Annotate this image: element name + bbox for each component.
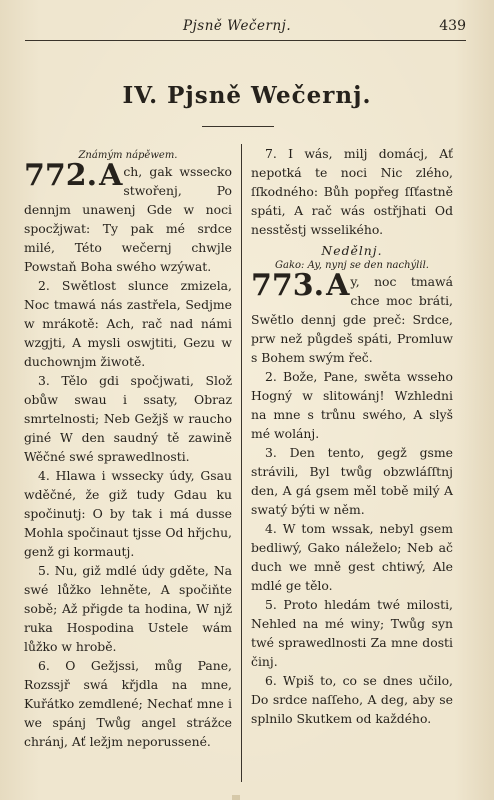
hymn-772-verse-6: 6. O Gežjssi, můg Pane, Rozssjř swá křjdla na mne, Kuřátko zemdlené; Nechať mne i we spánj Twůg angel strážce chránj, Ať ležjm neporussené. [24,658,232,749]
header-rule [25,40,466,41]
hymn-772-verse-2: 2. Swětlost slunce zmizela, Noc tmawá nás zastřela, Sedjme w mrákotě: Ach, rač nad námi wzgjti, A mysli oswjtiti, Gezu w duchownjm žiwotě. [24,278,232,369]
hymn-number-773: 773. [251,268,325,303]
left-column [24,144,232,751]
hymn-773-verse-4: 4. W tom wssak, nebyl gsem bedliwý, Gako náleželo; Neb ač duch we mně gest chtiwý, Ale mdlé ge tělo. [251,521,453,593]
hymn-773-verse-1 [251,268,453,367]
hymn-772-verse-7: 7. I wás, milj domácj, Ať nepotká te noci Nic zlého, ſſkodného: Bůh popřeg ſſťastně spáti, A rač wás ostřjhati Od nesstěstj wsselikého. [251,146,453,237]
hymn-773-tune: Gako: Ay, nynj se den nachýlil. [275,260,429,271]
heading-rule [202,126,274,127]
running-title: Pjsně Wečernj. [183,18,292,34]
hymn-772-tune: Známým nápěwem. [78,150,178,161]
hymn-772-verse-5: 5. Nu, giž mdlé údy gděte, Na swé lůžko lehněte, A spočiňte sobě; Až přigde ta hodina, W njž ruka Hospodina Ustele wám lůžko w hrobě. [24,563,232,654]
drop-cap: A [326,268,350,303]
hymn-773-verse-6: 6. Wpiš to, co se dnes učilo, Do srdce naſſeho, A deg, aby se splnilo Skutkem od každého. [251,673,453,726]
right-column [251,144,453,728]
hymn-773-verse-2: 2. Bože, Pane, swěta wsseho Hogný w slitowánj! Wzhledni na mne s trůnu swého, A slyš mé wolánj. [251,369,453,441]
section-heading: IV. Pjsně Wečernj. [122,82,372,109]
hymn-773-title: Nedělnj. [321,243,383,258]
hymn-773-verse-3: 3. Den tento, gegž gsme strávili, Byl twůg obzwláſſtnj den, A gá gsem měl tobě milý A swatý býti w něm. [251,445,453,517]
page-number: 439 [439,18,466,34]
page-wear-mark [232,795,240,800]
hymn-772-verse-3: 3. Tělo gdi spočjwati, Slož obůw swau i ssaty, Obraz smrtelnosti; Neb Gežjš w raucho giné W den saudný tě zawině Wěčné swé sprawedlnosti. [24,373,232,464]
hymn-number-772: 772. [24,158,98,193]
column-divider [241,144,242,782]
drop-cap: A [99,158,123,193]
verse-text: ch, gak wssecko stwořenj, Po dennjm unawenj Gde w noci spocžjwat: Ty pak mé srdce milé, Této wečernj chwjle Powstaň Boha swého wzýwat. [24,164,232,274]
hymn-772-verse-1 [24,158,232,276]
running-head [25,16,466,36]
hymn-772-verse-4: 4. Hlawa i wssecky údy, Gsau wděčné, že giž tudy Gdau ku spočinutj: O by tak i má dusse Mohla spočinaut tjsse Od hřjchu, genž gi kormautj. [24,468,232,559]
verse-text: y, noc tmawá chce moc bráti, Swětlo dennj gde preč: Srdce, prw než půgdeš spáti, Promluw s Bohem swým řeč. [251,274,453,365]
hymn-773-verse-5: 5. Proto hledám twé milosti, Nehled na mé winy; Twůg syn twé sprawedlnosti Za mne dosti činj. [251,597,453,669]
